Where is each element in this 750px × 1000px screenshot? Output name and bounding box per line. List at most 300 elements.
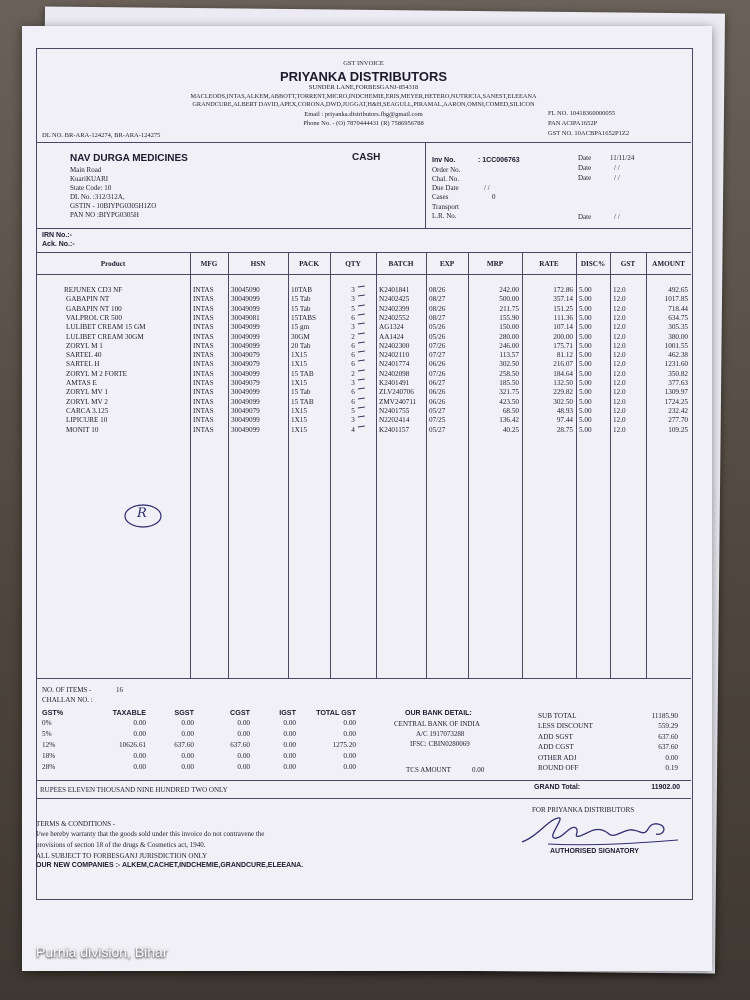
tick-mark <box>358 369 365 373</box>
table-cell: N2401774 <box>379 360 410 369</box>
gst-cell: 1275.20 <box>332 741 356 749</box>
gst-header-cell: GST% <box>42 708 64 717</box>
gst-cell: 0.00 <box>343 763 356 771</box>
divider <box>36 274 691 275</box>
table-cell: 5.00 <box>579 323 592 332</box>
table-cell: 5.00 <box>579 416 592 425</box>
terms-title: TERMS & CONDITIONS - <box>36 820 116 828</box>
gst-cell: 0.00 <box>181 763 194 771</box>
table-cell: 12.0 <box>613 406 626 415</box>
date-label: Date <box>578 174 592 182</box>
table-cell: 150.00 <box>499 323 519 332</box>
divider <box>425 142 426 228</box>
bank-ifsc: IFSC: CBIN0280069 <box>410 740 470 748</box>
table-cell: CARCA 3.125 <box>66 406 109 415</box>
table-cell: 6 <box>351 313 355 322</box>
gst-header-cell: TAXABLE <box>112 708 146 717</box>
gst-header-cell: CGST <box>230 708 250 717</box>
total-label: LESS DISCOUNT <box>538 722 593 731</box>
table-cell: 185.50 <box>499 379 519 387</box>
table-cell: 05/26 <box>429 332 446 341</box>
table-cell: 05/27 <box>429 406 446 415</box>
table-cell: 20 Tab <box>291 341 311 350</box>
gst-cell: 0.00 <box>237 730 250 738</box>
table-cell: 6 <box>351 341 355 350</box>
table-cell: 12.0 <box>613 313 626 322</box>
column-header: Product <box>100 260 126 268</box>
table-cell: 5.00 <box>579 295 592 304</box>
table-cell: 280.00 <box>499 332 519 341</box>
table-cell: INTAS <box>193 360 214 369</box>
table-cell: LULIBET CREAM 30GM <box>66 332 144 341</box>
table-cell: 40.25 <box>502 425 519 434</box>
companies-line-2: GRANDCURE,ALBERT DAVID,APEX,CORONA,DWD,JUGGAT,H&H,SEAGULL,PIRAMAL,AARON,OMNI,COMED,SILICON <box>192 101 535 108</box>
table-cell: 5.00 <box>579 369 592 378</box>
company-name: PRIYANKA DISTRIBUTORS <box>279 69 448 84</box>
totals-block <box>538 712 678 774</box>
date-label: Date <box>578 154 592 162</box>
table-cell: 3 <box>351 286 355 294</box>
table-cell: 08/27 <box>429 295 446 304</box>
table-cell: K2401491 <box>379 379 410 387</box>
table-row <box>36 425 688 436</box>
table-cell: 1X15 <box>291 406 307 415</box>
table-cell: AA1424 <box>379 332 404 341</box>
table-cell: 12.0 <box>613 416 626 425</box>
table-cell: 6 <box>351 351 355 360</box>
gst-cell: 637.60 <box>174 741 194 749</box>
gst-cell: 0.00 <box>181 730 194 738</box>
table-cell: 175.71 <box>553 341 573 350</box>
table-cell: INTAS <box>193 397 214 406</box>
order-label: Order No. <box>432 166 461 174</box>
company-email: Email : priyanka.distributors.fbg@gmail.com <box>304 111 423 118</box>
gst-cell: 0.00 <box>237 763 250 771</box>
table-cell: 132.50 <box>553 379 573 387</box>
gst-cell: 0.00 <box>283 741 296 749</box>
tick-mark <box>358 304 365 308</box>
table-cell: 357.14 <box>553 295 573 304</box>
invoice-sheet <box>22 26 712 971</box>
table-cell: SARTEL 40 <box>66 351 102 360</box>
gst-cell: 18% <box>42 752 56 760</box>
table-cell: ZORYL M 2 FORTE <box>66 369 127 378</box>
table-cell: 30GM <box>291 332 310 341</box>
tcs-label: TCS AMOUNT <box>406 766 451 774</box>
table-cell: 302.50 <box>499 360 519 369</box>
table-cell: 5.00 <box>579 388 592 397</box>
table-cell: 246.00 <box>499 341 519 350</box>
table-cell: 48.93 <box>556 406 573 415</box>
gst-cell: 637.60 <box>230 741 250 749</box>
buyer-name: NAV DURGA MEDICINES <box>70 153 188 164</box>
table-cell: 06/26 <box>429 360 446 369</box>
table-cell: 6 <box>351 388 355 397</box>
table-cell: 5.00 <box>579 341 592 350</box>
table-cell: 30049099 <box>231 369 260 378</box>
table-cell: 1724.25 <box>664 397 688 406</box>
table-cell: 12.0 <box>613 397 626 406</box>
column-header: MFG <box>200 260 218 268</box>
date-label: Date <box>578 213 592 221</box>
table-cell: 07/25 <box>429 416 446 425</box>
table-cell: 07/26 <box>429 341 446 350</box>
table-cell: 462.38 <box>668 351 688 360</box>
table-cell: 5.00 <box>579 351 592 360</box>
gst-cell: 10626.61 <box>119 741 146 749</box>
table-cell: INTAS <box>193 379 214 387</box>
tick-mark <box>358 425 365 429</box>
gst-cell: 0.00 <box>283 763 296 771</box>
table-cell: 06/27 <box>429 379 446 387</box>
table-cell: 30049079 <box>231 360 260 369</box>
table-cell: K2401157 <box>379 425 410 434</box>
table-cell: 30049079 <box>231 379 260 387</box>
column-header: QTY <box>345 260 361 268</box>
table-cell: INTAS <box>193 313 214 322</box>
handwritten-mark: R <box>137 506 147 521</box>
irn-label: IRN No.:- <box>42 232 72 239</box>
transport-label: Transport <box>432 203 459 211</box>
for-company: FOR PRIYANKA DISTRIBUTORS <box>532 806 635 814</box>
gst-number: GST NO. 10ACBPA1652P1Z2 <box>548 130 630 137</box>
gst-cell: 0.00 <box>237 752 250 760</box>
buyer-dl: DL No. :312/312A, <box>70 193 125 201</box>
column-header: EXP <box>439 260 455 268</box>
signature-scribble <box>518 810 688 850</box>
table-cell: 305.35 <box>668 323 688 332</box>
table-cell: 30045090 <box>231 286 260 294</box>
tick-mark <box>358 397 365 401</box>
table-cell: 30049099 <box>231 295 260 304</box>
table-cell: INTAS <box>193 416 214 425</box>
table-cell: 3 <box>351 379 355 387</box>
table-cell: 258.50 <box>499 369 519 378</box>
table-cell: LULIBET CREAM 15 GM <box>66 323 146 332</box>
total-row <box>538 722 678 732</box>
total-value: 11185.90 <box>651 712 678 720</box>
table-cell: 109.25 <box>668 425 688 434</box>
table-cell: 718.44 <box>668 304 688 313</box>
table-cell: 15 Tab <box>291 295 311 304</box>
table-cell: 1X15 <box>291 351 307 360</box>
table-cell: 30049099 <box>231 397 260 406</box>
table-cell: 30049081 <box>231 313 260 322</box>
tick-mark <box>358 332 365 336</box>
bank-account: A/C 1917073288 <box>416 730 465 738</box>
table-cell: 5.00 <box>579 304 592 313</box>
gst-cell: 0.00 <box>133 719 146 727</box>
table-cell: 5.00 <box>579 425 592 434</box>
gst-cell: 0.00 <box>181 752 194 760</box>
table-cell: 136.42 <box>499 416 519 425</box>
table-cell: 6 <box>351 360 355 369</box>
table-cell: ZORYL MV 2 <box>66 397 108 406</box>
table-cell: 184.64 <box>553 369 573 378</box>
gst-header-cell: IGST <box>279 708 296 717</box>
divider <box>36 142 691 143</box>
column-header: PACK <box>299 260 319 268</box>
lr-label: L.R. No. <box>432 212 457 220</box>
table-cell: 111.36 <box>553 313 573 322</box>
table-cell: 30049079 <box>231 351 260 360</box>
table-cell: 5.00 <box>579 286 592 294</box>
gst-header-cell: SGST <box>174 708 194 717</box>
column-header: AMOUNT <box>652 260 685 268</box>
total-label: ROUND OFF <box>538 764 579 772</box>
table-cell: N2402552 <box>379 313 410 322</box>
table-cell: MONIT 10 <box>66 425 99 434</box>
gst-cell: 0.00 <box>343 752 356 760</box>
table-cell: 12.0 <box>613 369 626 378</box>
chal-label: Chal. No. <box>432 175 460 183</box>
table-cell: 12.0 <box>613 323 626 332</box>
table-cell: N2402425 <box>379 295 410 304</box>
terms-line-3: ALL SUBJECT TO FORBESGANJ JURISDICTION ONLY <box>36 852 208 860</box>
total-row <box>538 712 678 722</box>
table-cell: 97.44 <box>556 416 573 425</box>
company-phone: Phone No. - (O) 7870444431 (R) 7586956788 <box>303 120 424 127</box>
bank-name: CENTRAL BANK OF INDIA <box>394 720 480 728</box>
bank-title: OUR BANK DETAIL: <box>405 710 472 717</box>
gst-cell: 0.00 <box>343 730 356 738</box>
table-cell: 5.00 <box>579 397 592 406</box>
total-value: 0.19 <box>665 764 678 772</box>
table-cell: 30049099 <box>231 332 260 341</box>
table-cell: INTAS <box>193 406 214 415</box>
table-cell: 4 <box>351 425 355 434</box>
table-cell: 172.86 <box>553 286 573 294</box>
column-header: HSN <box>250 260 266 268</box>
grand-total-label: GRAND Total: <box>534 784 581 791</box>
table-cell: 216.07 <box>553 360 573 369</box>
items-count-value: 16 <box>116 686 123 694</box>
table-cell: 377.63 <box>668 379 688 387</box>
dl-number: DL NO. BR-ARA-124274, BR-ARA-124275 <box>42 132 161 139</box>
cases-value: 0 <box>492 193 496 201</box>
gst-cell: 0.00 <box>283 719 296 727</box>
table-cell: N2202414 <box>379 416 410 425</box>
items-count-label: NO. OF ITEMS - <box>42 686 92 694</box>
gst-cell: 0.00 <box>133 752 146 760</box>
company-address: SUNDER LANE,FORBESGANJ-854318 <box>308 84 419 91</box>
table-cell: 08/27 <box>429 313 446 322</box>
table-cell: 277.70 <box>668 416 688 425</box>
total-value: 559.29 <box>658 722 678 731</box>
fl-number: FL NO. 10418360000055 <box>548 110 616 117</box>
table-cell: 12.0 <box>613 341 626 350</box>
challan-label: CHALLAN NO. : <box>42 696 93 704</box>
buyer-address-2: KuariKUARI <box>70 175 109 183</box>
table-cell: 15 TAB <box>291 369 314 378</box>
terms-line-2: provisions of section 18 of the drugs & Cosmetics act, 1940. <box>36 841 206 849</box>
table-cell: 30049079 <box>231 406 260 415</box>
table-cell: ZORYL MV 1 <box>66 388 108 397</box>
total-row <box>538 764 678 774</box>
table-cell: 2 <box>351 369 355 378</box>
gst-cell: 0.00 <box>133 763 146 771</box>
gst-cell: 12% <box>42 741 56 749</box>
table-cell: 15TABS <box>291 313 316 322</box>
table-cell: 492.65 <box>668 286 688 294</box>
buyer-pan: PAN NO :BIYPG0305H <box>70 211 139 219</box>
table-cell: 5.00 <box>579 406 592 415</box>
divider <box>36 780 691 781</box>
gst-cell: 5% <box>42 730 52 738</box>
ack-label: Ack. No.:- <box>42 241 75 248</box>
table-cell: 15 TAB <box>291 397 314 406</box>
terms-line-1: I/we hereby warranty that the goods sold under this invoice do not contravene the <box>36 830 265 838</box>
table-cell: ZLV240706 <box>379 388 414 397</box>
table-cell: 1X15 <box>291 379 307 387</box>
table-cell: ZORYL M 1 <box>66 341 103 350</box>
divider <box>36 678 691 679</box>
gst-cell: 0% <box>42 719 52 727</box>
table-cell: 12.0 <box>613 304 626 313</box>
divider <box>36 798 691 799</box>
gst-cell: 0.00 <box>133 730 146 738</box>
table-cell: 30049099 <box>231 388 260 397</box>
table-cell: 3 <box>351 323 355 332</box>
table-cell: 3 <box>351 416 355 425</box>
table-cell: 05/26 <box>429 323 446 332</box>
table-cell: 113.57 <box>499 351 519 360</box>
table-cell: 05/27 <box>429 425 446 434</box>
table-cell: 15 Tab <box>291 388 311 397</box>
table-cell: N2402399 <box>379 304 410 313</box>
table-cell: 30049099 <box>231 341 260 350</box>
table-cell: 30049099 <box>231 304 260 313</box>
buyer-address-1: Main Road <box>70 166 102 174</box>
cases-label: Cases <box>432 193 449 201</box>
grand-total-value: 11902.00 <box>651 784 680 791</box>
table-cell: N2402098 <box>379 369 410 378</box>
gst-cell: 0.00 <box>283 730 296 738</box>
table-cell: INTAS <box>193 425 214 434</box>
table-cell: 12.0 <box>613 332 626 341</box>
table-cell: INTAS <box>193 323 214 332</box>
table-cell: 2 <box>351 332 355 341</box>
divider <box>36 228 691 229</box>
table-cell: 5.00 <box>579 360 592 369</box>
table-cell: 07/27 <box>429 351 446 360</box>
gst-cell: 0.00 <box>237 719 250 727</box>
total-row <box>538 743 678 753</box>
lr-date: / / <box>614 213 620 221</box>
table-cell: AMTAS E <box>66 379 97 387</box>
table-cell: GABAPIN NT <box>66 295 110 304</box>
table-cell: 81.12 <box>556 351 573 360</box>
table-cell: 07/26 <box>429 369 446 378</box>
table-cell: 1001.55 <box>664 341 688 350</box>
table-cell: 68.50 <box>502 406 519 415</box>
table-cell: 12.0 <box>613 295 626 304</box>
table-cell: 30049099 <box>231 416 260 425</box>
table-cell: INTAS <box>193 332 214 341</box>
total-label: SUB TOTAL <box>538 712 577 720</box>
photo-caption: Purnia division, Bihar <box>36 944 168 960</box>
table-cell: 08/26 <box>429 286 446 294</box>
table-cell: INTAS <box>193 388 214 397</box>
table-cell: SARTEL H <box>66 360 100 369</box>
total-value: 637.60 <box>658 732 678 741</box>
table-cell: 08/26 <box>429 304 446 313</box>
table-cell: 151.25 <box>553 304 573 313</box>
table-cell: 15 gm <box>291 323 310 332</box>
table-cell: AG1324 <box>379 323 404 332</box>
table-cell: N2402300 <box>379 341 410 350</box>
total-label: ADD CGST <box>538 743 574 752</box>
table-cell: 5.00 <box>579 379 592 387</box>
due-label: Due Date <box>432 184 459 192</box>
table-cell: 232.42 <box>668 406 688 415</box>
column-header: MRP <box>486 260 504 268</box>
due-value: / / <box>484 184 490 192</box>
table-cell: INTAS <box>193 286 214 294</box>
table-cell: 242.00 <box>499 286 519 294</box>
table-cell: 06/26 <box>429 397 446 406</box>
table-cell: 211.75 <box>499 304 519 313</box>
table-cell: 1309.97 <box>664 388 688 397</box>
table-cell: 10TAB <box>291 286 312 294</box>
table-cell: INTAS <box>193 369 214 378</box>
table-cell: 302.50 <box>553 397 573 406</box>
gst-summary-table <box>42 708 382 778</box>
table-cell: 30049099 <box>231 323 260 332</box>
table-cell: 229.82 <box>553 388 573 397</box>
items-table <box>36 252 691 678</box>
column-header: GST <box>620 260 636 268</box>
inv-value: : 1CC006763 <box>478 157 520 164</box>
amount-in-words: RUPEES ELEVEN THOUSAND NINE HUNDRED TWO ONLY <box>40 786 228 794</box>
doc-type: GST INVOICE <box>343 60 384 67</box>
table-cell: 6 <box>351 397 355 406</box>
gst-header-cell: TOTAL GST <box>316 708 356 717</box>
gst-cell: 0.00 <box>283 752 296 760</box>
total-value: 637.60 <box>658 743 678 752</box>
gst-cell: 0.00 <box>343 719 356 727</box>
total-value: 0.00 <box>665 753 678 762</box>
column-header: RATE <box>539 260 559 268</box>
date-value: 11/11/24 <box>610 154 635 162</box>
inv-label: Inv No. <box>432 157 456 164</box>
new-companies: OUR NEW COMPANIES :- ALKEM,CACHET,INDCHEMIE,GRANDCURE,ELEEANA. <box>36 862 304 869</box>
gst-cell: 0.00 <box>181 719 194 727</box>
table-cell: 500.00 <box>499 295 519 304</box>
column-header: DISC% <box>580 260 606 268</box>
table-cell: 12.0 <box>613 425 626 434</box>
gst-cell: 28% <box>42 763 56 771</box>
buyer-gstin: GSTIN - 10BIYPG0305H1ZO <box>70 202 157 210</box>
table-cell: 06/26 <box>429 388 446 397</box>
total-label: ADD SGST <box>538 732 573 741</box>
tcs-value: 0.00 <box>472 766 485 774</box>
table-cell: 423.50 <box>499 397 519 406</box>
table-cell: 5.00 <box>579 332 592 341</box>
order-date: / / <box>614 164 620 172</box>
table-cell: INTAS <box>193 351 214 360</box>
pan-number: PAN ACIPA1652P <box>548 120 598 127</box>
date-label: Date <box>578 164 592 172</box>
table-cell: 321.75 <box>499 388 519 397</box>
table-cell: 3 <box>351 295 355 304</box>
table-cell: 380.00 <box>668 332 688 341</box>
table-cell: 15 Tab <box>291 304 311 313</box>
table-cell: N2402110 <box>379 351 410 360</box>
table-cell: 1017.85 <box>664 295 688 304</box>
table-cell: 1X15 <box>291 425 307 434</box>
table-cell: K2401841 <box>379 286 410 294</box>
